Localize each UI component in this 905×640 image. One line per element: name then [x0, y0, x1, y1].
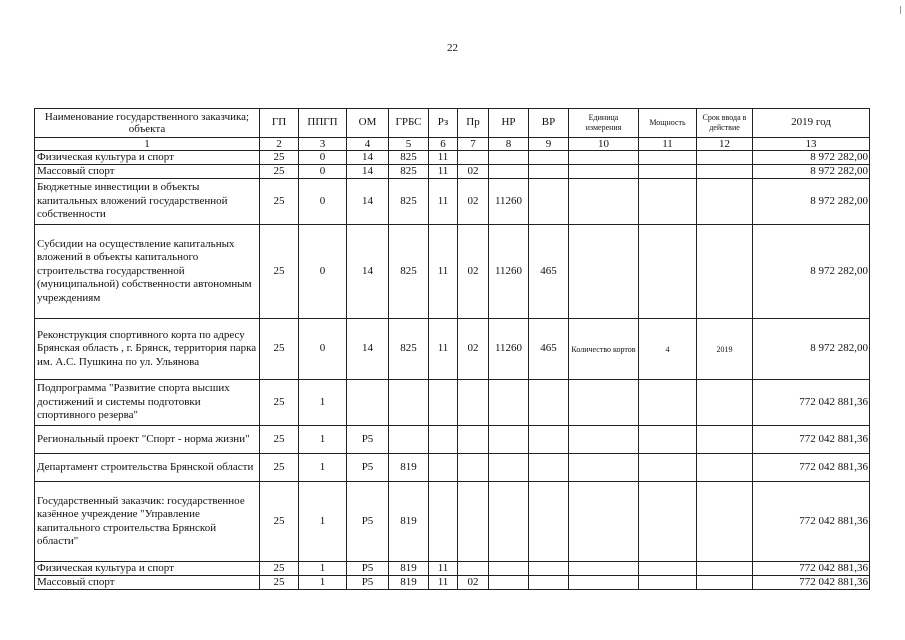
column-number: 12: [697, 138, 753, 151]
header-row: [35, 109, 870, 138]
cell-pr: [458, 380, 489, 426]
cell-nr: [489, 380, 529, 426]
cell-ppgp: 1: [299, 482, 347, 562]
cell-vr: [529, 426, 569, 454]
cell-unit: [569, 225, 639, 319]
cell-term: [697, 225, 753, 319]
cell-ppgp: 1: [299, 576, 347, 590]
cell-om: P5: [347, 426, 389, 454]
cell-pr: 02: [458, 576, 489, 590]
cell-power: [639, 576, 697, 590]
header-cell-gp: ГП: [260, 109, 299, 138]
header-cell-rz: Рз: [429, 109, 458, 138]
cell-om: 14: [347, 225, 389, 319]
cell-grbs: 825: [389, 151, 429, 165]
row-name: Физическая культура и спорт: [35, 151, 260, 165]
cell-pr: [458, 426, 489, 454]
cell-power: [639, 482, 697, 562]
header-cell-name: Наименование государственного заказчика; объекта: [35, 109, 260, 138]
cell-unit: [569, 576, 639, 590]
header-cell-pr: Пр: [458, 109, 489, 138]
cell-pr: [458, 562, 489, 576]
cell-amount: 8 972 282,00: [753, 179, 870, 225]
cell-grbs: 825: [389, 179, 429, 225]
page-edge-mark: [900, 6, 901, 14]
cell-unit: [569, 454, 639, 482]
table-row: [35, 426, 870, 454]
cell-rz: 11: [429, 576, 458, 590]
header-cell-om: ОМ: [347, 109, 389, 138]
cell-gp: 25: [260, 151, 299, 165]
cell-rz: [429, 454, 458, 482]
cell-amount: 8 972 282,00: [753, 151, 870, 165]
cell-pr: 02: [458, 319, 489, 380]
cell-vr: [529, 562, 569, 576]
cell-power: [639, 151, 697, 165]
cell-rz: 11: [429, 319, 458, 380]
cell-gp: 25: [260, 165, 299, 179]
cell-nr: [489, 426, 529, 454]
cell-term: [697, 179, 753, 225]
cell-amount: 772 042 881,36: [753, 576, 870, 590]
cell-ppgp: 0: [299, 165, 347, 179]
column-number: 11: [639, 138, 697, 151]
column-number: 4: [347, 138, 389, 151]
cell-pr: [458, 482, 489, 562]
row-name: Массовый спорт: [35, 165, 260, 179]
cell-gp: 25: [260, 576, 299, 590]
cell-amount: 772 042 881,36: [753, 454, 870, 482]
cell-vr: 465: [529, 225, 569, 319]
cell-grbs: 825: [389, 225, 429, 319]
cell-ppgp: 0: [299, 319, 347, 380]
header-cell-nr: НР: [489, 109, 529, 138]
column-number: 7: [458, 138, 489, 151]
cell-vr: [529, 179, 569, 225]
budget-table: [34, 108, 870, 590]
table-row: [35, 482, 870, 562]
cell-vr: [529, 482, 569, 562]
cell-grbs: 819: [389, 482, 429, 562]
cell-om: P5: [347, 562, 389, 576]
cell-gp: 25: [260, 482, 299, 562]
row-name: Бюджетные инвестиции в объекты капитальных вложений государственной собственности: [35, 179, 260, 225]
cell-power: [639, 179, 697, 225]
column-number: 2: [260, 138, 299, 151]
cell-vr: [529, 454, 569, 482]
cell-unit: [569, 426, 639, 454]
table-row: [35, 576, 870, 590]
cell-term: [697, 482, 753, 562]
column-number: 10: [569, 138, 639, 151]
cell-power: 4: [639, 319, 697, 380]
cell-vr: 465: [529, 319, 569, 380]
row-name: Субсидии на осуществление капитальных вложений в объекты капитального строительства государственной (муниципальной) собственности автономным учреждениям: [35, 225, 260, 319]
cell-nr: [489, 165, 529, 179]
cell-om: [347, 380, 389, 426]
cell-rz: 11: [429, 179, 458, 225]
cell-power: [639, 454, 697, 482]
column-number: 3: [299, 138, 347, 151]
cell-ppgp: 1: [299, 426, 347, 454]
cell-grbs: 819: [389, 576, 429, 590]
table-row: [35, 319, 870, 380]
cell-ppgp: 1: [299, 380, 347, 426]
row-name: Массовый спорт: [35, 576, 260, 590]
row-name: Департамент строительства Брянской области: [35, 454, 260, 482]
column-number: 5: [389, 138, 429, 151]
cell-ppgp: 1: [299, 454, 347, 482]
cell-pr: 02: [458, 165, 489, 179]
cell-nr: 11260: [489, 179, 529, 225]
cell-power: [639, 380, 697, 426]
cell-term: 2019: [697, 319, 753, 380]
header-cell-grbs: ГРБС: [389, 109, 429, 138]
cell-unit: [569, 179, 639, 225]
cell-pr: [458, 454, 489, 482]
cell-rz: 11: [429, 562, 458, 576]
cell-grbs: 825: [389, 319, 429, 380]
cell-term: [697, 454, 753, 482]
cell-grbs: 819: [389, 454, 429, 482]
cell-ppgp: 1: [299, 562, 347, 576]
column-number: 9: [529, 138, 569, 151]
column-number-row: [35, 138, 870, 151]
cell-gp: 25: [260, 454, 299, 482]
cell-vr: [529, 576, 569, 590]
cell-unit: [569, 151, 639, 165]
cell-gp: 25: [260, 225, 299, 319]
cell-vr: [529, 151, 569, 165]
cell-pr: [458, 151, 489, 165]
cell-power: [639, 426, 697, 454]
cell-term: [697, 576, 753, 590]
cell-term: [697, 151, 753, 165]
row-name: Физическая культура и спорт: [35, 562, 260, 576]
cell-nr: [489, 454, 529, 482]
row-name: Подпрограмма "Развитие спорта высших достижений и системы подготовки спортивного резерва": [35, 380, 260, 426]
cell-gp: 25: [260, 426, 299, 454]
header-cell-ppgp: ППГП: [299, 109, 347, 138]
column-number: 6: [429, 138, 458, 151]
row-name: Региональный проект "Спорт - норма жизни": [35, 426, 260, 454]
cell-power: [639, 165, 697, 179]
cell-term: [697, 380, 753, 426]
header-cell-unit: Единица измерения: [569, 109, 639, 138]
cell-nr: [489, 576, 529, 590]
header-cell-year: 2019 год: [753, 109, 870, 138]
table-row: [35, 179, 870, 225]
header-cell-term: Срок ввода в действие: [697, 109, 753, 138]
row-name: Реконструкция спортивного корта по адресу Брянская область , г. Брянск, территория парка им. А.С. Пушкина по ул. Ульянова: [35, 319, 260, 380]
column-number: 13: [753, 138, 870, 151]
cell-om: P5: [347, 576, 389, 590]
cell-ppgp: 0: [299, 225, 347, 319]
cell-amount: 772 042 881,36: [753, 562, 870, 576]
cell-pr: 02: [458, 179, 489, 225]
cell-amount: 8 972 282,00: [753, 225, 870, 319]
cell-term: [697, 165, 753, 179]
column-number: 8: [489, 138, 529, 151]
cell-unit: [569, 482, 639, 562]
cell-ppgp: 0: [299, 151, 347, 165]
cell-rz: [429, 482, 458, 562]
cell-rz: 11: [429, 225, 458, 319]
cell-om: P5: [347, 454, 389, 482]
cell-nr: 11260: [489, 319, 529, 380]
cell-ppgp: 0: [299, 179, 347, 225]
cell-grbs: [389, 380, 429, 426]
cell-term: [697, 426, 753, 454]
cell-gp: 25: [260, 179, 299, 225]
cell-nr: [489, 482, 529, 562]
cell-pr: 02: [458, 225, 489, 319]
cell-vr: [529, 165, 569, 179]
cell-gp: 25: [260, 319, 299, 380]
column-number: 1: [35, 138, 260, 151]
cell-om: 14: [347, 179, 389, 225]
cell-grbs: 819: [389, 562, 429, 576]
cell-unit: [569, 562, 639, 576]
cell-rz: 11: [429, 165, 458, 179]
cell-om: P5: [347, 482, 389, 562]
cell-gp: 25: [260, 380, 299, 426]
cell-grbs: 825: [389, 165, 429, 179]
cell-unit: [569, 165, 639, 179]
cell-rz: 11: [429, 151, 458, 165]
cell-amount: 772 042 881,36: [753, 380, 870, 426]
cell-unit: [569, 380, 639, 426]
cell-amount: 772 042 881,36: [753, 426, 870, 454]
table-row: [35, 454, 870, 482]
row-name: Государственный заказчик: государственное казённое учреждение "Управление капитального строительства Брянской области": [35, 482, 260, 562]
cell-om: 14: [347, 151, 389, 165]
header-cell-power: Мощность: [639, 109, 697, 138]
table-row: [35, 380, 870, 426]
cell-nr: 11260: [489, 225, 529, 319]
cell-gp: 25: [260, 562, 299, 576]
cell-power: [639, 562, 697, 576]
cell-amount: 8 972 282,00: [753, 319, 870, 380]
cell-grbs: [389, 426, 429, 454]
header-cell-vr: ВР: [529, 109, 569, 138]
cell-om: 14: [347, 319, 389, 380]
cell-rz: [429, 380, 458, 426]
table-row: [35, 225, 870, 319]
cell-term: [697, 562, 753, 576]
cell-nr: [489, 151, 529, 165]
cell-power: [639, 225, 697, 319]
cell-om: 14: [347, 165, 389, 179]
cell-amount: 772 042 881,36: [753, 482, 870, 562]
page-number: 22: [447, 42, 458, 54]
cell-rz: [429, 426, 458, 454]
cell-vr: [529, 380, 569, 426]
cell-unit: Количество кортов: [569, 319, 639, 380]
table-row: [35, 562, 870, 576]
cell-amount: 8 972 282,00: [753, 165, 870, 179]
table-row: [35, 151, 870, 165]
cell-nr: [489, 562, 529, 576]
table-row: [35, 165, 870, 179]
